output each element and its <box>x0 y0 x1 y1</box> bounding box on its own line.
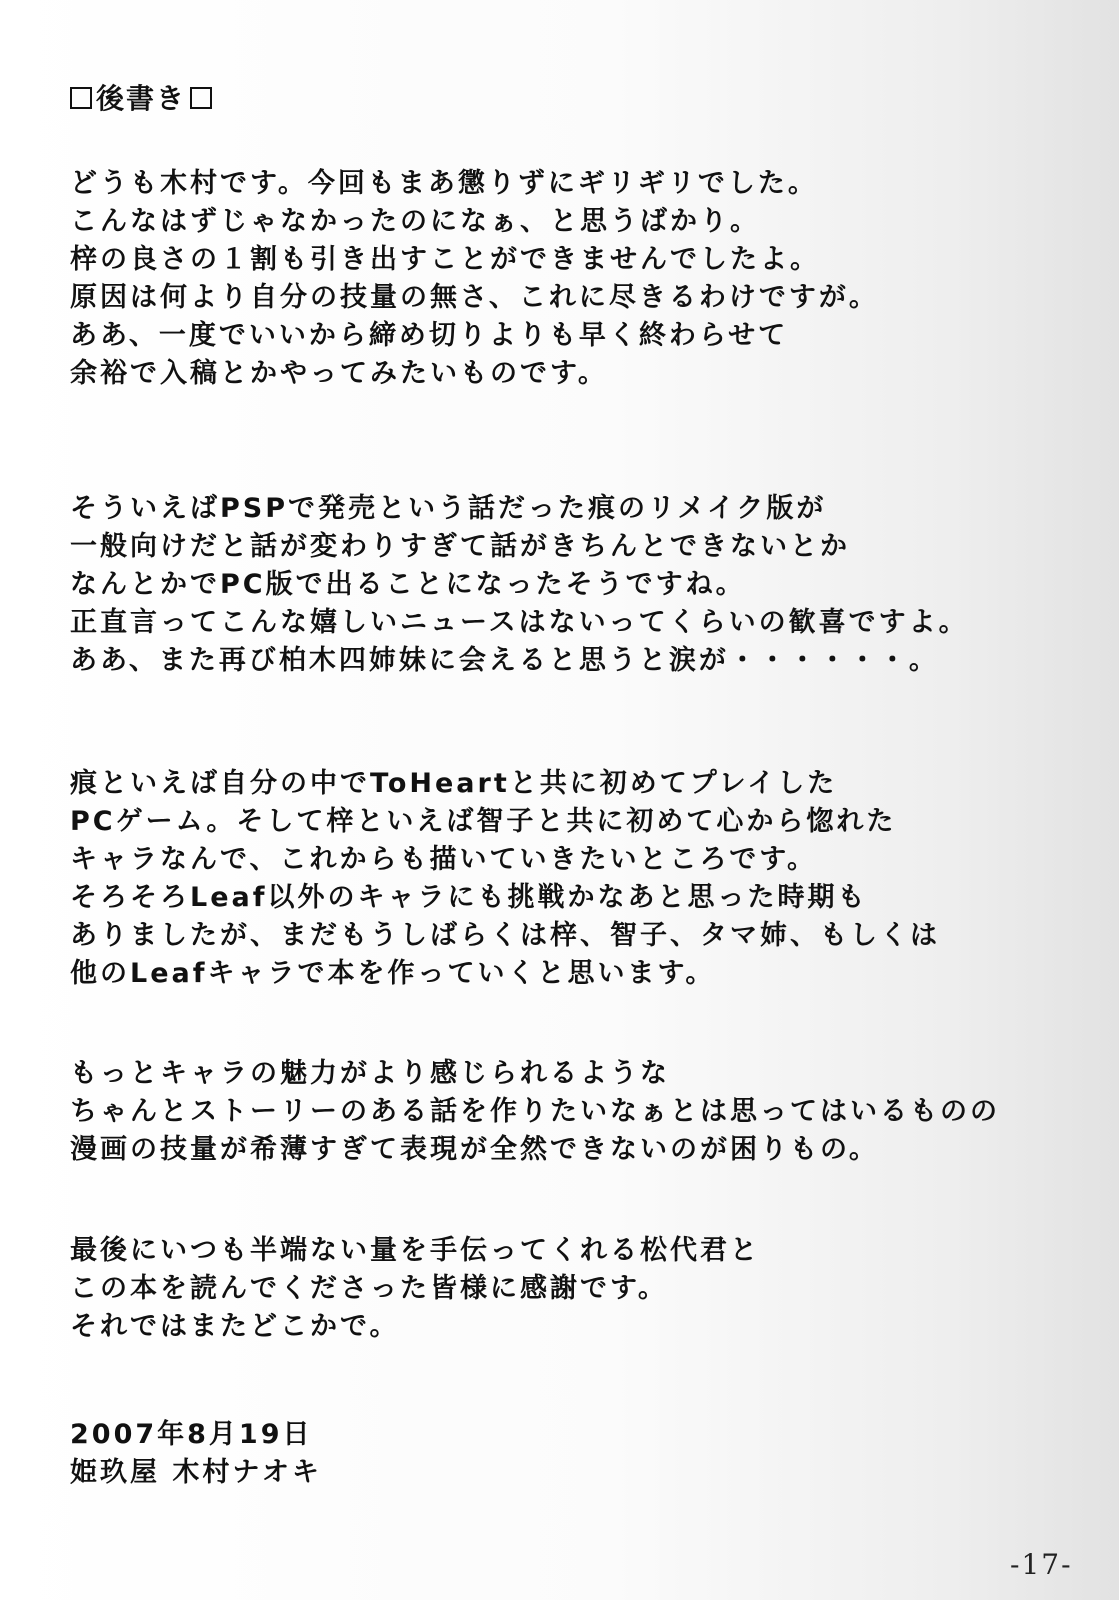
text-line: 一般向けだと話が変わりすぎて話がきちんとできないとか <box>70 531 850 562</box>
text-line: ああ、また再び柏木四姉妹に会えると思うと涙が・・・・・・。 <box>70 645 939 676</box>
text-line: 余裕で入稿とかやってみたいものです。 <box>70 358 608 389</box>
square-bullet-icon <box>70 87 92 109</box>
text-line: PCゲーム。そして梓といえば智子と共に初めて心から惚れた <box>70 806 897 837</box>
paragraph-2 <box>70 490 969 680</box>
text-line: 痕といえば自分の中でToHeartと共に初めてプレイした <box>70 768 838 799</box>
signature-block <box>70 1416 322 1492</box>
page-number: -17- <box>1010 1548 1073 1581</box>
title-text: 後書き <box>96 82 187 115</box>
text-line: 梓の良さの１割も引き出すことができませんでしたよ。 <box>70 244 820 275</box>
signature-author: 姫玖屋 木村ナオキ <box>70 1457 322 1488</box>
text-line: ああ、一度でいいから締め切りよりも早く終わらせて <box>70 320 789 351</box>
signature-date: 2007年8月19日 <box>70 1419 313 1450</box>
paragraph-3 <box>70 765 940 993</box>
text-line: 正直言ってこんな嬉しいニュースはないってくらいの歓喜ですよ。 <box>70 607 969 638</box>
text-line: どうも木村です。今回もまあ懲りずにギリギリでした。 <box>70 168 818 199</box>
paragraph-4 <box>70 1055 1000 1169</box>
text-line: 漫画の技量が希薄すぎて表現が全然できないのが困りもの。 <box>70 1134 879 1165</box>
text-line: この本を読んでくださった皆様に感謝です。 <box>70 1273 668 1304</box>
paragraph-1 <box>70 165 879 393</box>
text-line: そろそろLeaf以外のキャラにも挑戦かなあと思った時期も <box>70 882 868 913</box>
text-line: もっとキャラの魅力がより感じられるような <box>70 1058 670 1089</box>
square-bullet-icon <box>190 87 212 109</box>
text-line: そういえばPSPで発売という話だった痕のリメイク版が <box>70 493 827 524</box>
text-line: ちゃんとストーリーのある話を作りたいなぁとは思ってはいるものの <box>70 1096 1000 1127</box>
paragraph-5 <box>70 1232 760 1346</box>
text-line: なんとかでPC版で出ることになったそうですね。 <box>70 569 746 600</box>
text-line: こんなはずじゃなかったのになぁ、と思うばかり。 <box>70 206 760 237</box>
text-line: 他のLeafキャラで本を作っていくと思います。 <box>70 958 716 989</box>
text-line: キャラなんで、これからも描いていきたいところです。 <box>70 844 818 875</box>
page-title <box>66 82 216 116</box>
text-line: 原因は何より自分の技量の無さ、これに尽きるわけですが。 <box>70 282 879 313</box>
text-line: ありましたが、まだもうしばらくは梓、智子、タマ姉、もしくは <box>70 920 940 951</box>
text-line: 最後にいつも半端ない量を手伝ってくれる松代君と <box>70 1235 760 1266</box>
text-line: それではまたどこかで。 <box>70 1311 400 1342</box>
